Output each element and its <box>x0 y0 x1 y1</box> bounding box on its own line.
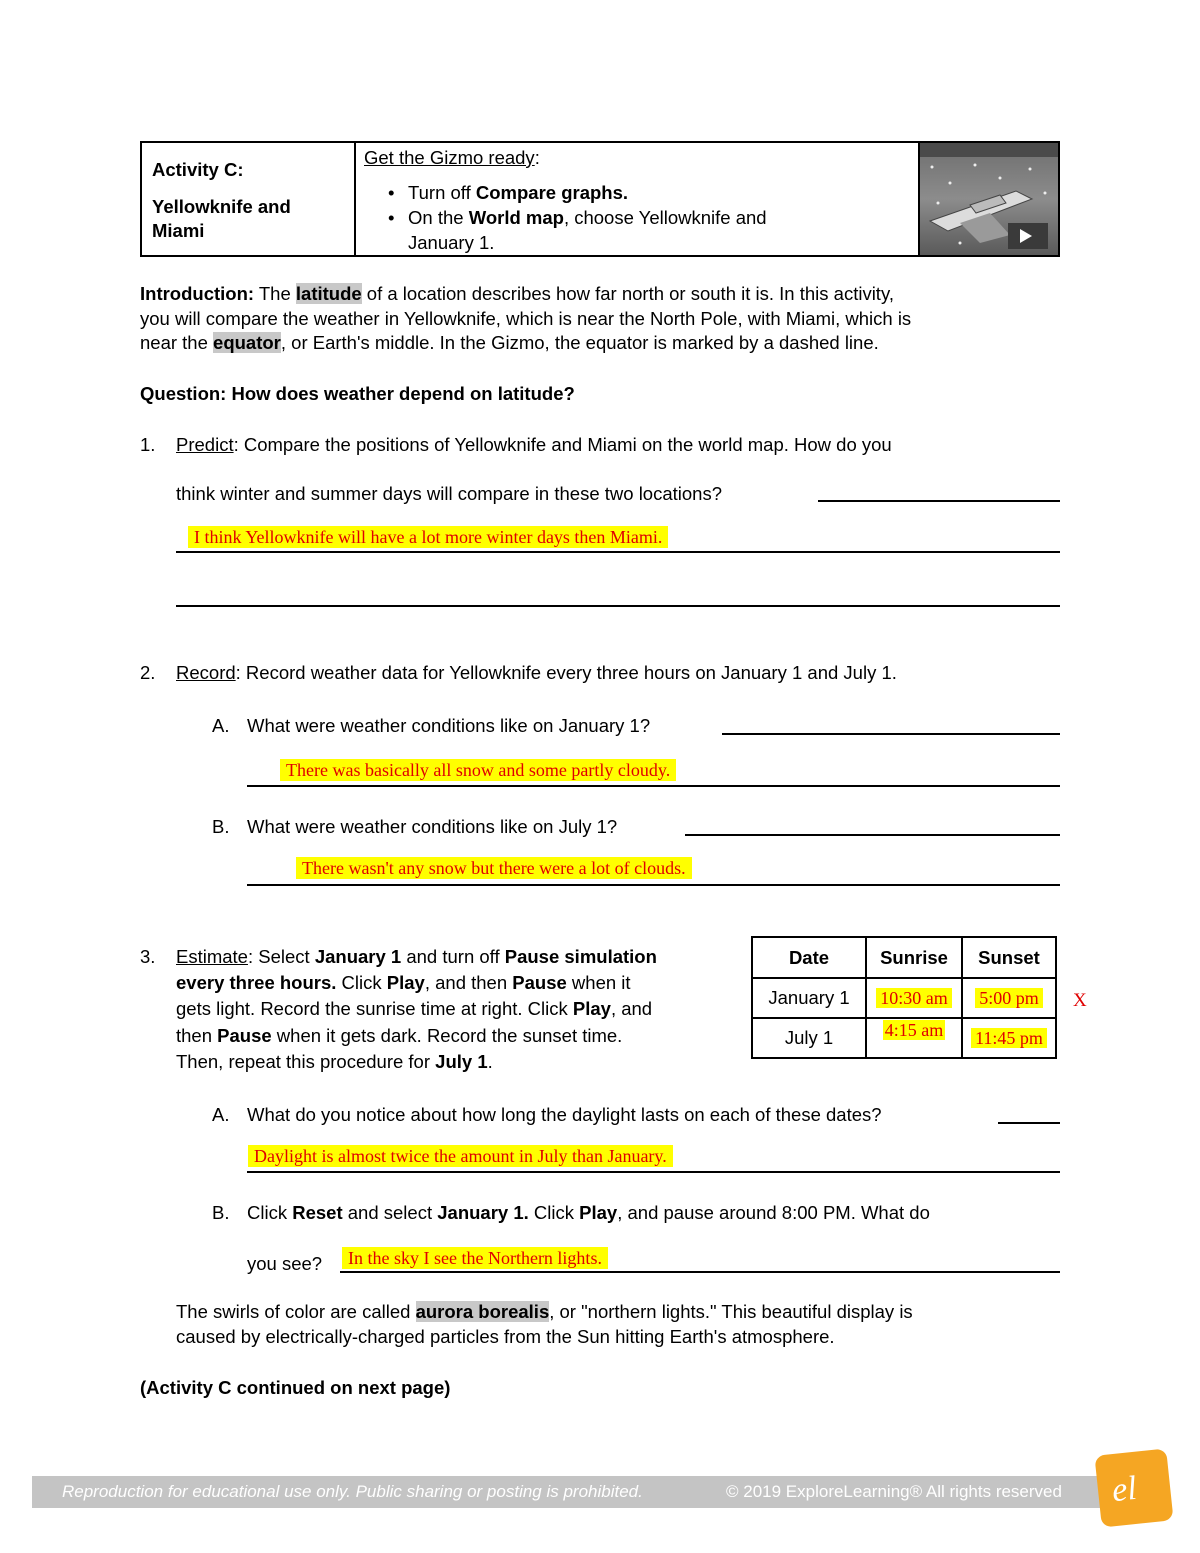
explorelearning-logo <box>1094 1448 1173 1527</box>
list-item: • On the World map, choose Yellowknife and January 1. <box>380 205 900 255</box>
table-cell-sunset: 11:45 pm <box>962 1018 1056 1058</box>
logo-letters: el <box>1110 1469 1139 1510</box>
q1-answer: I think Yellowknife will have a lot more winter days then Miami. <box>188 526 668 548</box>
aurora-line-2: caused by electrically-charged particles from the Sun hitting Earth's atmosphere. <box>176 1326 835 1347</box>
q3a-text: What do you notice about how long the daylight lasts on each of these dates? <box>247 1104 882 1125</box>
q2a-letter: A. <box>212 715 230 736</box>
activity-label: Activity C: <box>152 159 244 180</box>
table-row <box>752 1018 1056 1058</box>
continued-note: (Activity C continued on next page) <box>140 1377 451 1398</box>
q3a-letter: A. <box>212 1104 230 1125</box>
q3b-text-line-2: you see? <box>247 1253 323 1274</box>
footer-bar <box>32 1476 1100 1508</box>
gizmo-ready-cell <box>356 143 920 255</box>
incorrect-mark: X <box>1073 990 1087 1011</box>
table-cell-date: January 1 <box>752 978 866 1018</box>
intro-line-2: you will compare the weather in Yellowknife, which is near the North Pole, with Miami, which is <box>140 308 912 329</box>
q1-text-line-2: think winter and summer days will compare in these two locations? <box>176 483 722 504</box>
q2a-text: What were weather conditions like on January 1? <box>247 715 651 736</box>
table-header-sunset: Sunset <box>962 937 1056 978</box>
q2-number: 2. <box>140 662 156 683</box>
q3-number: 3. <box>140 946 156 967</box>
q3-line-4: then Pause when it gets dark. Record the sunset time. <box>176 1025 623 1046</box>
q1-text-line-1: Predict: Compare the positions of Yellowknife and Miami on the world map. How do you <box>176 434 892 455</box>
q2-text: Record: Record weather data for Yellowknife every three hours on January 1 and July 1. <box>176 662 897 683</box>
activity-title: Yellowknife and Miami <box>152 196 291 241</box>
equator-term: equator <box>213 332 281 353</box>
aurora-line-1: The swirls of color are called aurora borealis, or "northern lights." This beautiful display is <box>176 1301 913 1322</box>
answer-line <box>685 834 1060 836</box>
q2b-letter: B. <box>212 816 230 837</box>
list-item: • Turn off Compare graphs. <box>380 180 900 205</box>
q2b-answer: There wasn't any snow but there were a lot of clouds. <box>296 857 692 879</box>
answer-line <box>340 1271 1060 1273</box>
answer-line <box>998 1122 1060 1124</box>
gizmo-ready-heading: Get the Gizmo ready: <box>364 147 540 168</box>
table-header-date: Date <box>752 937 866 978</box>
gizmo-screenshot-thumbnail <box>920 143 1058 255</box>
answer-line <box>818 500 1060 502</box>
gizmo-ready-list <box>380 180 900 255</box>
answer-line <box>176 551 1060 553</box>
activity-title-cell <box>142 143 356 255</box>
latitude-term: latitude <box>295 283 362 304</box>
q1-number: 1. <box>140 434 156 455</box>
q3-line-1: Estimate: Select January 1 and turn off Pause simulation <box>176 946 657 967</box>
table-header-sunrise: Sunrise <box>866 937 962 978</box>
q3-line-5: Then, repeat this procedure for July 1. <box>176 1051 493 1072</box>
footer-disclaimer: Reproduction for educational use only. Public sharing or posting is prohibited. <box>62 1482 643 1501</box>
table-row <box>752 978 1056 1018</box>
answer-line <box>247 884 1060 886</box>
intro-line-3: near the equator, or Earth's middle. In the Gizmo, the equator is marked by a dashed line. <box>140 332 879 353</box>
table-cell-date: July 1 <box>752 1018 866 1058</box>
answer-line <box>247 785 1060 787</box>
sunrise-sunset-table <box>751 936 1057 1059</box>
table-cell-sunrise: 4:15 am <box>866 1018 962 1058</box>
q3-line-3: gets light. Record the sunrise time at right. Click Play, and <box>176 998 653 1019</box>
q3b-letter: B. <box>212 1202 230 1223</box>
q2a-answer: There was basically all snow and some partly cloudy. <box>280 759 676 781</box>
table-header-row <box>752 937 1056 978</box>
table-cell-sunset: 5:00 pm <box>962 978 1056 1018</box>
intro-line-1: Introduction: The latitude of a location describes how far north or south it is. In this activity, <box>140 283 894 304</box>
footer-copyright: © 2019 ExploreLearning® All rights reserved <box>726 1482 1062 1501</box>
q3a-answer: Daylight is almost twice the amount in July than January. <box>248 1145 673 1167</box>
airplane-snow-image <box>920 143 1058 255</box>
aurora-term: aurora borealis <box>415 1301 550 1322</box>
q3-line-2: every three hours. Click Play, and then Pause when it <box>176 972 631 993</box>
q3b-answer: In the sky I see the Northern lights. <box>342 1247 608 1269</box>
q3b-text: Click Reset and select January 1. Click Play, and pause around 8:00 PM. What do <box>247 1202 930 1223</box>
table-cell-sunrise: 10:30 am <box>866 978 962 1018</box>
question-heading: Question: How does weather depend on latitude? <box>140 383 575 404</box>
answer-line <box>722 733 1060 735</box>
activity-header-table <box>140 141 1060 257</box>
answer-line <box>176 605 1060 607</box>
q2b-text: What were weather conditions like on July 1? <box>247 816 618 837</box>
answer-line <box>247 1171 1060 1173</box>
